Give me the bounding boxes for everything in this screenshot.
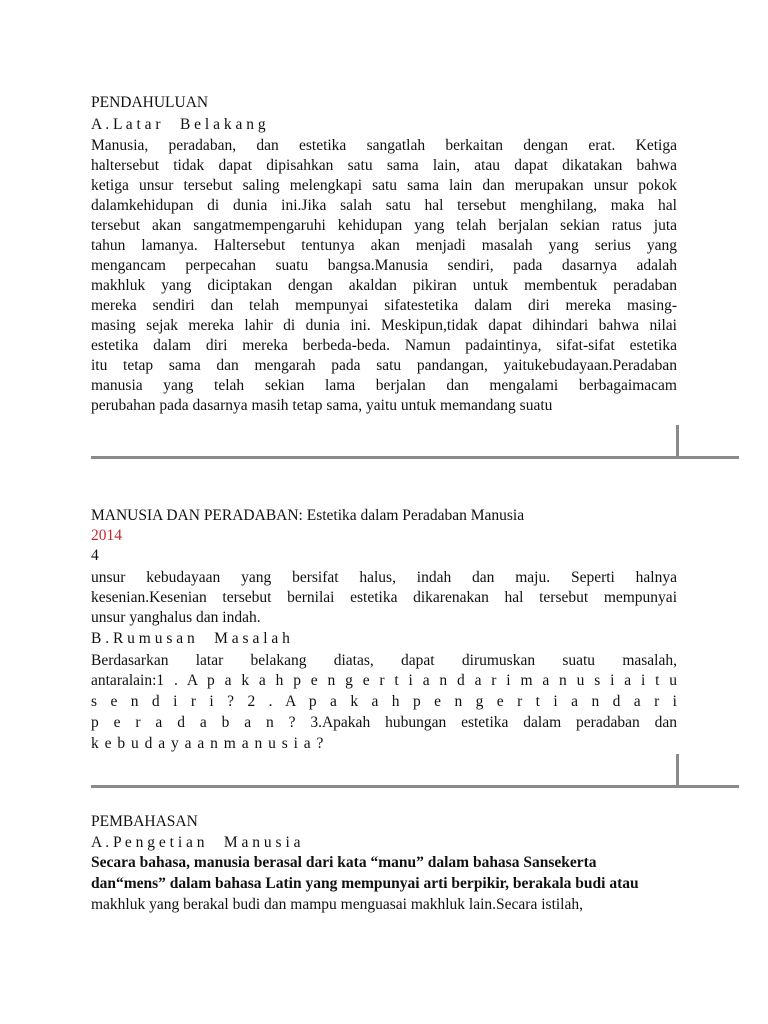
body-line: dalamkehidupan di dunia ini.Jika salah satu hal tersebut menghilang, maka hal bbox=[91, 197, 677, 214]
body-line-bold: Secara bahasa, manusia berasal dari kata “manu” dalam bahasa Sansekerta bbox=[91, 854, 597, 871]
body-line: haltersebut tidak dapat dipisahkan satu sama lain, atau dapat dikatakan bahwa bbox=[91, 157, 677, 174]
body-line: s e n d i r i ? 2 . A p a k a h p e n g e r t i a n d a r i bbox=[91, 693, 677, 710]
body-line: itu tetap sama dan mengarah pada satu pandangan, yaitukebudayaan.Peradaban bbox=[91, 357, 677, 374]
body-line: ketiga unsur tersebut saling melengkapi satu sama lain dan merupakan unsur pokok bbox=[91, 177, 677, 194]
body-line: estetika dalam diri mereka berbeda-beda. Namun padaintinya, sifat-sifat estetika bbox=[91, 337, 677, 354]
body-line: p e r a d a b a n ? 3.Apakah hubungan estetika dalam peradaban dan bbox=[91, 714, 677, 731]
page-corner-mark bbox=[676, 754, 679, 785]
section-heading-pembahasan: PEMBAHASAN bbox=[91, 813, 198, 830]
subsection-title-rumusan-masalah: B . R u m u s a n M a s a l a h bbox=[91, 630, 290, 647]
page-number: 4 bbox=[91, 547, 99, 564]
body-line: perubahan pada dasarnya masih tetap sama, yaitu untuk memandang suatu bbox=[91, 397, 553, 414]
body-line: Manusia, peradaban, dan estetika sangatlah berkaitan dengan erat. Ketiga bbox=[91, 137, 677, 154]
subsection-title-latar-belakang: A . L a t a r B e l a k a n g bbox=[91, 116, 266, 133]
body-line: masing sejak mereka lahir di dunia ini. Meskipun,tidak dapat dihindari bahwa nilai bbox=[91, 317, 677, 334]
body-line: manusia yang telah sekian lama berjalan dan mengalami berbagaimacam bbox=[91, 377, 677, 394]
body-line: makhluk yang berakal budi dan mampu menguasai makhluk lain.Secara istilah, bbox=[91, 896, 583, 913]
page-corner-mark bbox=[676, 425, 679, 456]
body-line: mereka sendiri dan telah mempunyai sifatestetika dalam diri mereka masing- bbox=[91, 297, 677, 314]
page-divider bbox=[91, 456, 739, 459]
body-line: mengancam perpecahan suatu bangsa.Manusia sendiri, pada dasarnya adalah bbox=[91, 257, 677, 274]
body-line: makhluk yang diciptakan dengan akaldan pikiran untuk membentuk peradaban bbox=[91, 277, 677, 294]
subsection-title-pengertian-manusia: A . P e n g e t i a n M a n u s i a bbox=[91, 834, 301, 851]
body-line: kesenian.Kesenian tersebut bernilai estetika dikarenakan hal tersebut mempunyai bbox=[91, 589, 677, 606]
page-divider bbox=[91, 785, 739, 788]
body-line: unsur kebudayaan yang bersifat halus, indah dan maju. Seperti halnya bbox=[91, 569, 677, 586]
body-line-bold: dan“mens” dalam bahasa Latin yang mempunyai arti berpikir, berakala budi atau bbox=[91, 875, 639, 892]
section-heading-pendahuluan: PENDAHULUAN bbox=[91, 94, 209, 111]
body-line: k e b u d a y a a n m a n u s i a ? bbox=[91, 735, 325, 752]
body-line: antaralain:1 . A p a k a h p e n g e r t i a n d a r i m a n u s i a i t u bbox=[91, 672, 677, 689]
body-line: unsur yanghalus dan indah. bbox=[91, 609, 261, 626]
running-header-year: 2014 bbox=[91, 527, 122, 544]
body-line: Berdasarkan latar belakang diatas, dapat dirumuskan suatu masalah, bbox=[91, 652, 677, 669]
body-line: tahun lamanya. Haltersebut tentunya akan menjadi masalah yang serius yang bbox=[91, 237, 677, 254]
body-line: tersebut akan sangatmempengaruhi kehidupan yang telah berjalan sekian ratus juta bbox=[91, 217, 677, 234]
running-header-title: MANUSIA DAN PERADABAN: Estetika dalam Peradaban Manusia bbox=[91, 507, 525, 524]
